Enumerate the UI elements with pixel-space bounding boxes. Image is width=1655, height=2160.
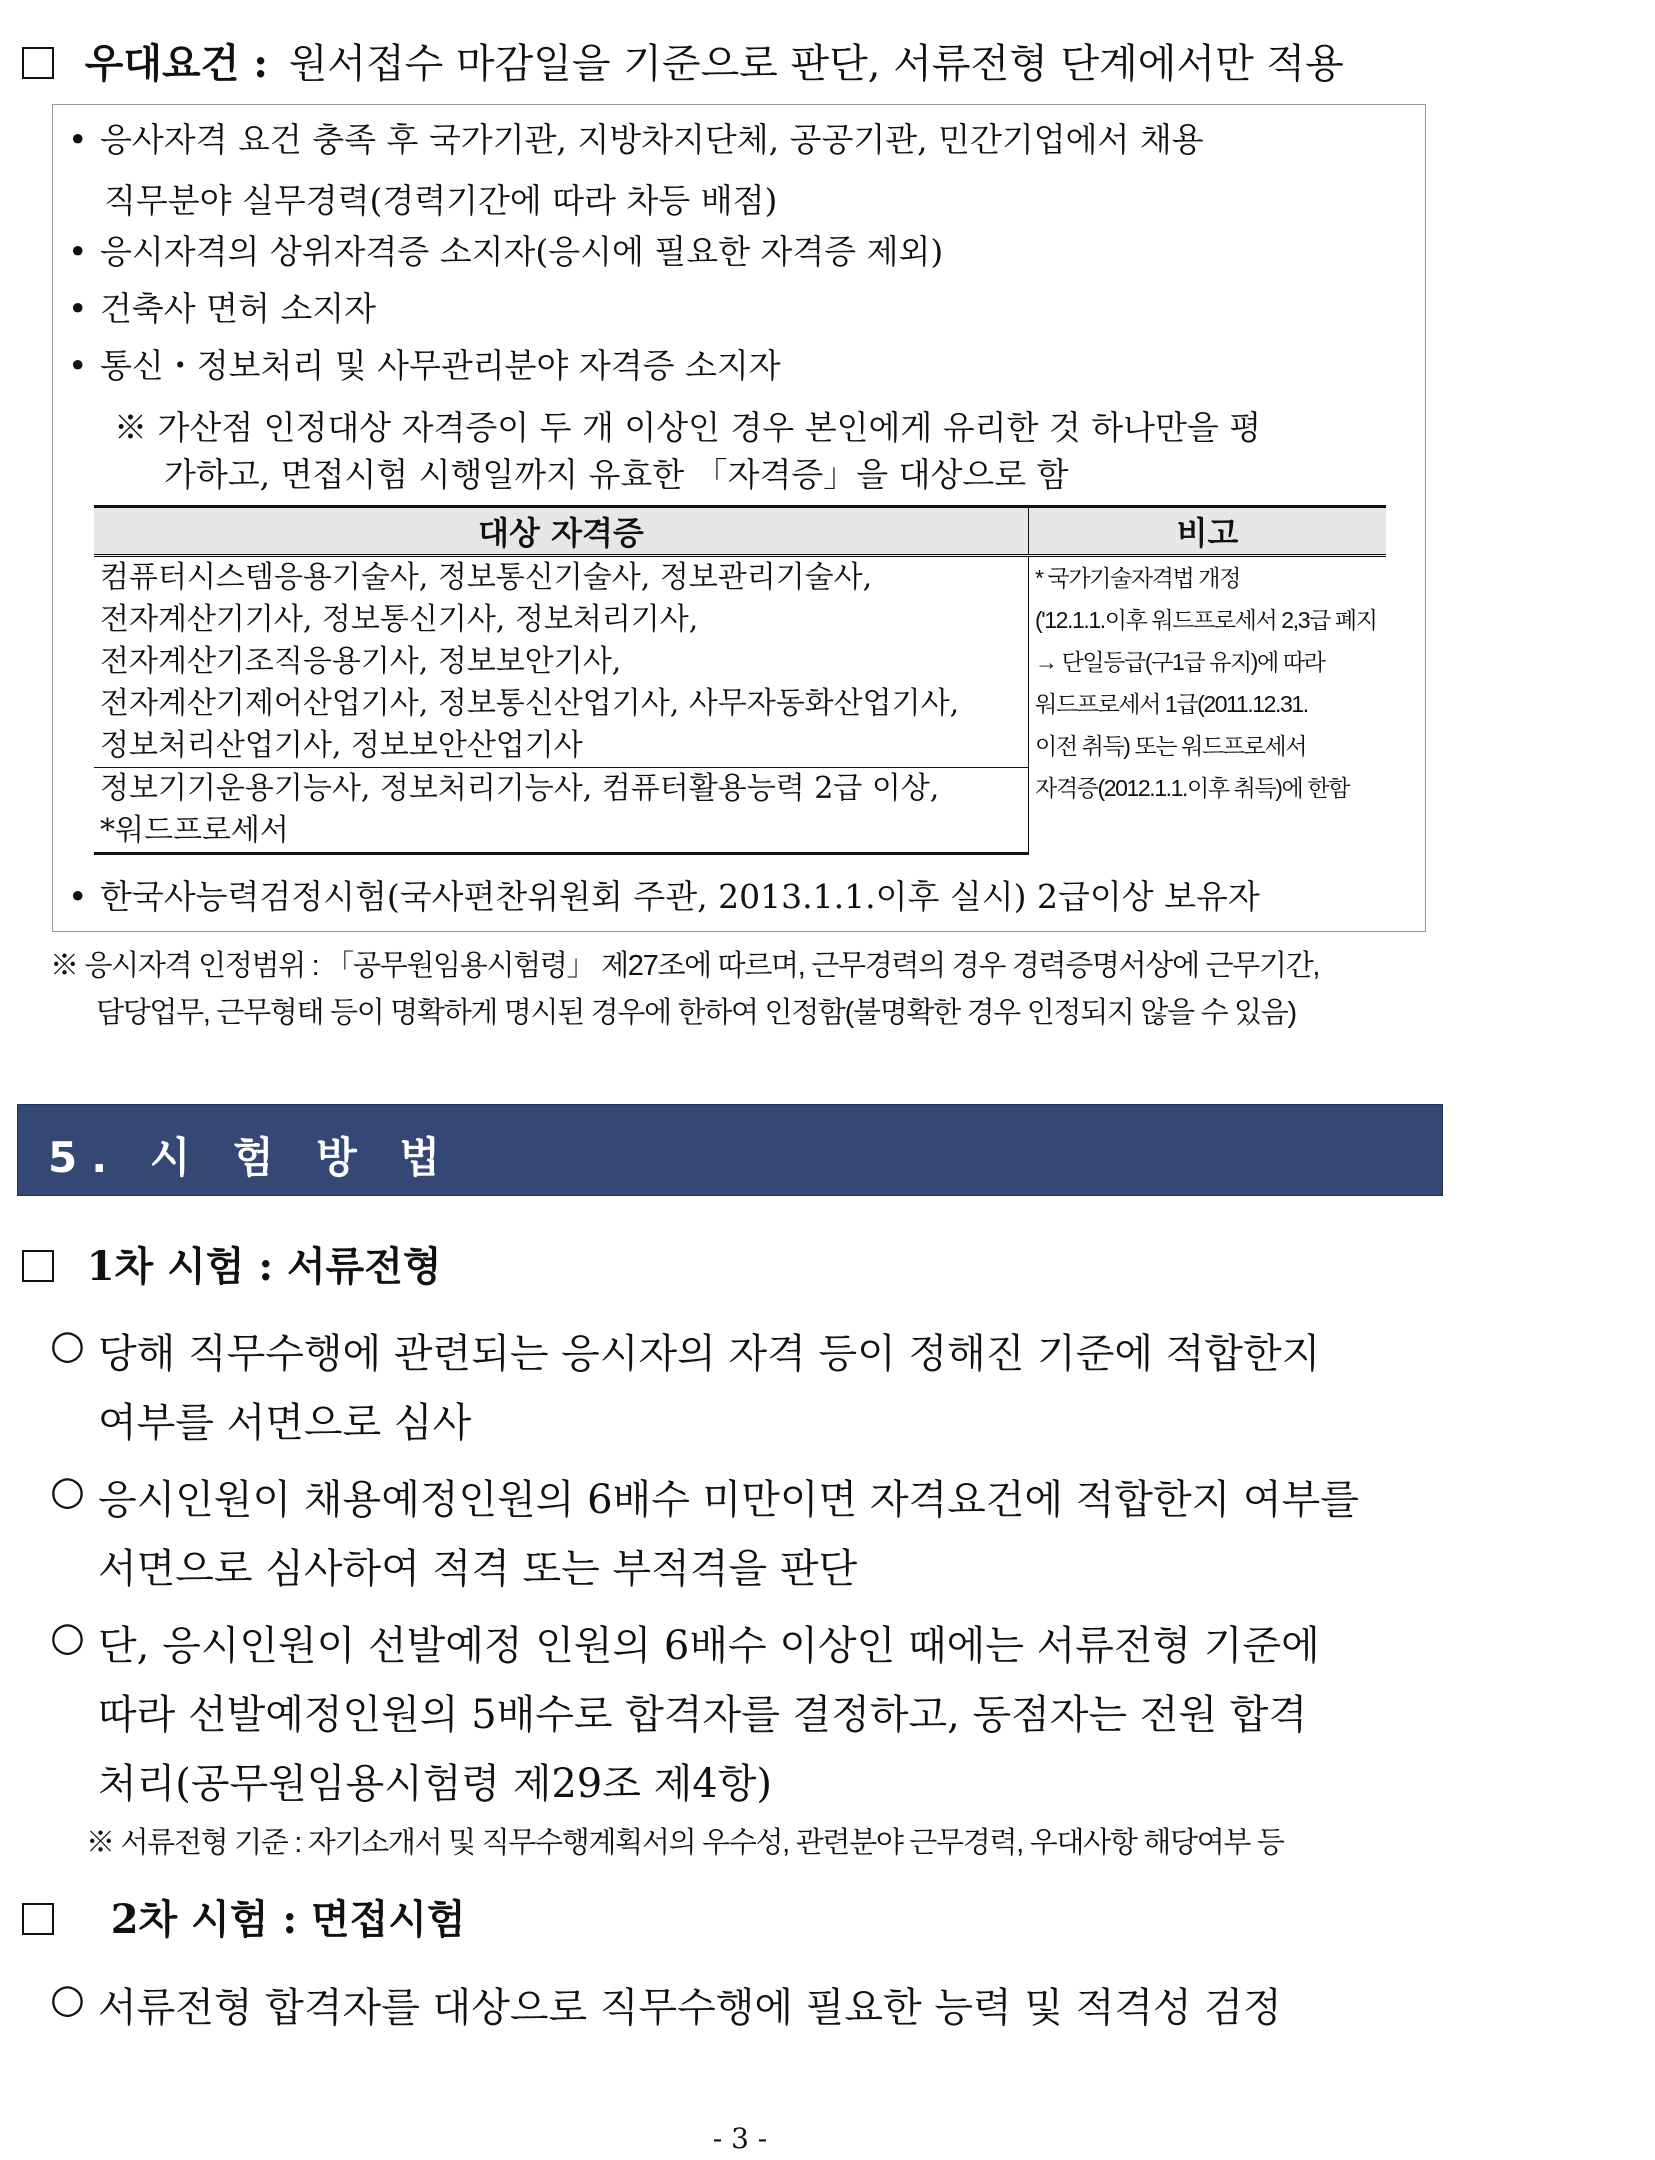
circle-bullet-icon: ○	[50, 1468, 85, 1514]
remark-line: 이전 취득) 또는 워드프로세서	[1035, 733, 1307, 759]
exam1-item-line: 따라 선발예정인원의 5배수로 합격자를 결정하고, 동점자는 전원 합격	[98, 1692, 1308, 1738]
cert-line: 정보기기운용기능사, 정보처리기능사, 컴퓨터활용능력 2급 이상,	[100, 771, 940, 806]
exam1-item-line: 처리(공무원임용시험령 제29조 제4항)	[98, 1761, 772, 1807]
bullet-dot-icon: •	[68, 232, 88, 271]
cert-group-2	[94, 768, 1029, 854]
scope-note-line: ※ 응시자격 인정범위 : 「공무원임용시험령」 제27조에 따르며, 근무경력의 경우 경력증명서상에 근무기간,	[50, 950, 1320, 982]
remark-line: 자격증(2012.1.1.이후 취득)에 한함	[1035, 775, 1349, 801]
bonus-note-line: ※ 가산점 인정대상 자격증이 두 개 이상인 경우 본인에게 유리한 것 하나만을 평	[114, 408, 1262, 447]
circle-bullet-icon: ○	[50, 1976, 85, 2022]
bullet-dot-icon: •	[68, 346, 88, 385]
table-header-remark: 비고	[1029, 507, 1387, 556]
section-title: 5. 시 험 방 법	[48, 1133, 454, 1182]
criteria-note: ※ 서류전형 기준 : 자기소개서 및 직무수행계획서의 우수성, 관련분야 근무경력, 우대사항 해당여부 등	[86, 1827, 1284, 1859]
cert-line: 전자계산기조직응용기사, 정보보안기사,	[100, 644, 622, 679]
section-banner	[17, 1104, 1443, 1196]
exam1-item-line: 단, 응시인원이 선발예정 인원의 6배수 이상인 때에는 서류전형 기준에	[98, 1623, 1320, 1669]
exam1-item-line: 당해 직무수행에 관련되는 응시자의 자격 등이 정해진 기준에 적합한지	[98, 1331, 1321, 1377]
cert-line: 컴퓨터시스템응용기술사, 정보통신기술사, 정보관리기술사,	[100, 560, 873, 595]
circle-bullet-icon: ○	[50, 1614, 85, 1660]
bullet-dot-icon: •	[68, 289, 88, 328]
page-number: - 3 -	[712, 2122, 768, 2155]
preference-heading-text: 원서접수 마감일을 기준으로 판단, 서류전형 단계에서만 적용	[288, 41, 1344, 87]
checkbox-square-icon	[22, 1903, 54, 1935]
exam1-item-line: 서면으로 심사하여 적격 또는 부적격을 판단	[98, 1546, 858, 1592]
remark-line: ('12.1.1.이후 워드프로세서 2,3급 폐지	[1035, 607, 1377, 633]
exam1-item-line: 응시인원이 채용예정인원의 6배수 미만이면 자격요건에 적합한지 여부를	[98, 1477, 1359, 1523]
cert-group-1	[94, 556, 1029, 768]
remark-cell	[1029, 556, 1387, 854]
table-header-cert: 대상 자격증	[94, 507, 1029, 556]
cert-line: 전자계산기제어산업기사, 정보통신산업기사, 사무자동화산업기사,	[100, 686, 960, 721]
exam1-heading	[22, 1243, 442, 1291]
bullet-dot-icon: •	[68, 120, 88, 159]
cert-line: 전자계산기기사, 정보통신기사, 정보처리기사,	[100, 602, 699, 637]
exam1-item-line: 여부를 서면으로 심사	[98, 1400, 472, 1446]
certificate-table	[94, 505, 1386, 855]
exam1-heading-label: 1차 시험 : 서류전형	[86, 1243, 442, 1290]
scope-note-line: 담당업무, 근무형태 등이 명확하게 명시된 경우에 한하여 인정함(불명확한 경우 인정되지 않을 수 있음)	[96, 997, 1296, 1029]
checkbox-square-icon	[22, 47, 54, 79]
checkbox-square-icon	[22, 1250, 54, 1282]
exam2-heading	[22, 1896, 466, 1944]
bonus-note-line: 가하고, 면접시험 시행일까지 유효한 「자격증」을 대상으로 함	[164, 455, 1069, 494]
cert-line: 정보처리산업기사, 정보보안산업기사	[100, 728, 583, 763]
exam2-item-line: 서류전형 합격자를 대상으로 직무수행에 필요한 능력 및 적격성 검정	[98, 1985, 1282, 2031]
circle-bullet-icon: ○	[50, 1322, 85, 1368]
remark-line: 워드프로세서 1급(2011.12.31.	[1035, 691, 1308, 717]
preference-heading	[22, 40, 1344, 88]
cert-line: *워드프로세서	[100, 813, 289, 848]
list-item-continuation: 직무분야 실무경력(경력기간에 따라 차등 배점)	[104, 181, 778, 220]
exam2-heading-label: 2차 시험 : 면접시험	[110, 1896, 466, 1943]
remark-line: → 단일등급(구1급 유지)에 따라	[1035, 649, 1325, 675]
remark-line: * 국가기술자격법 개정	[1035, 565, 1240, 591]
bullet-dot-icon: •	[68, 877, 88, 916]
preference-heading-label: 우대요건 :	[84, 40, 268, 87]
